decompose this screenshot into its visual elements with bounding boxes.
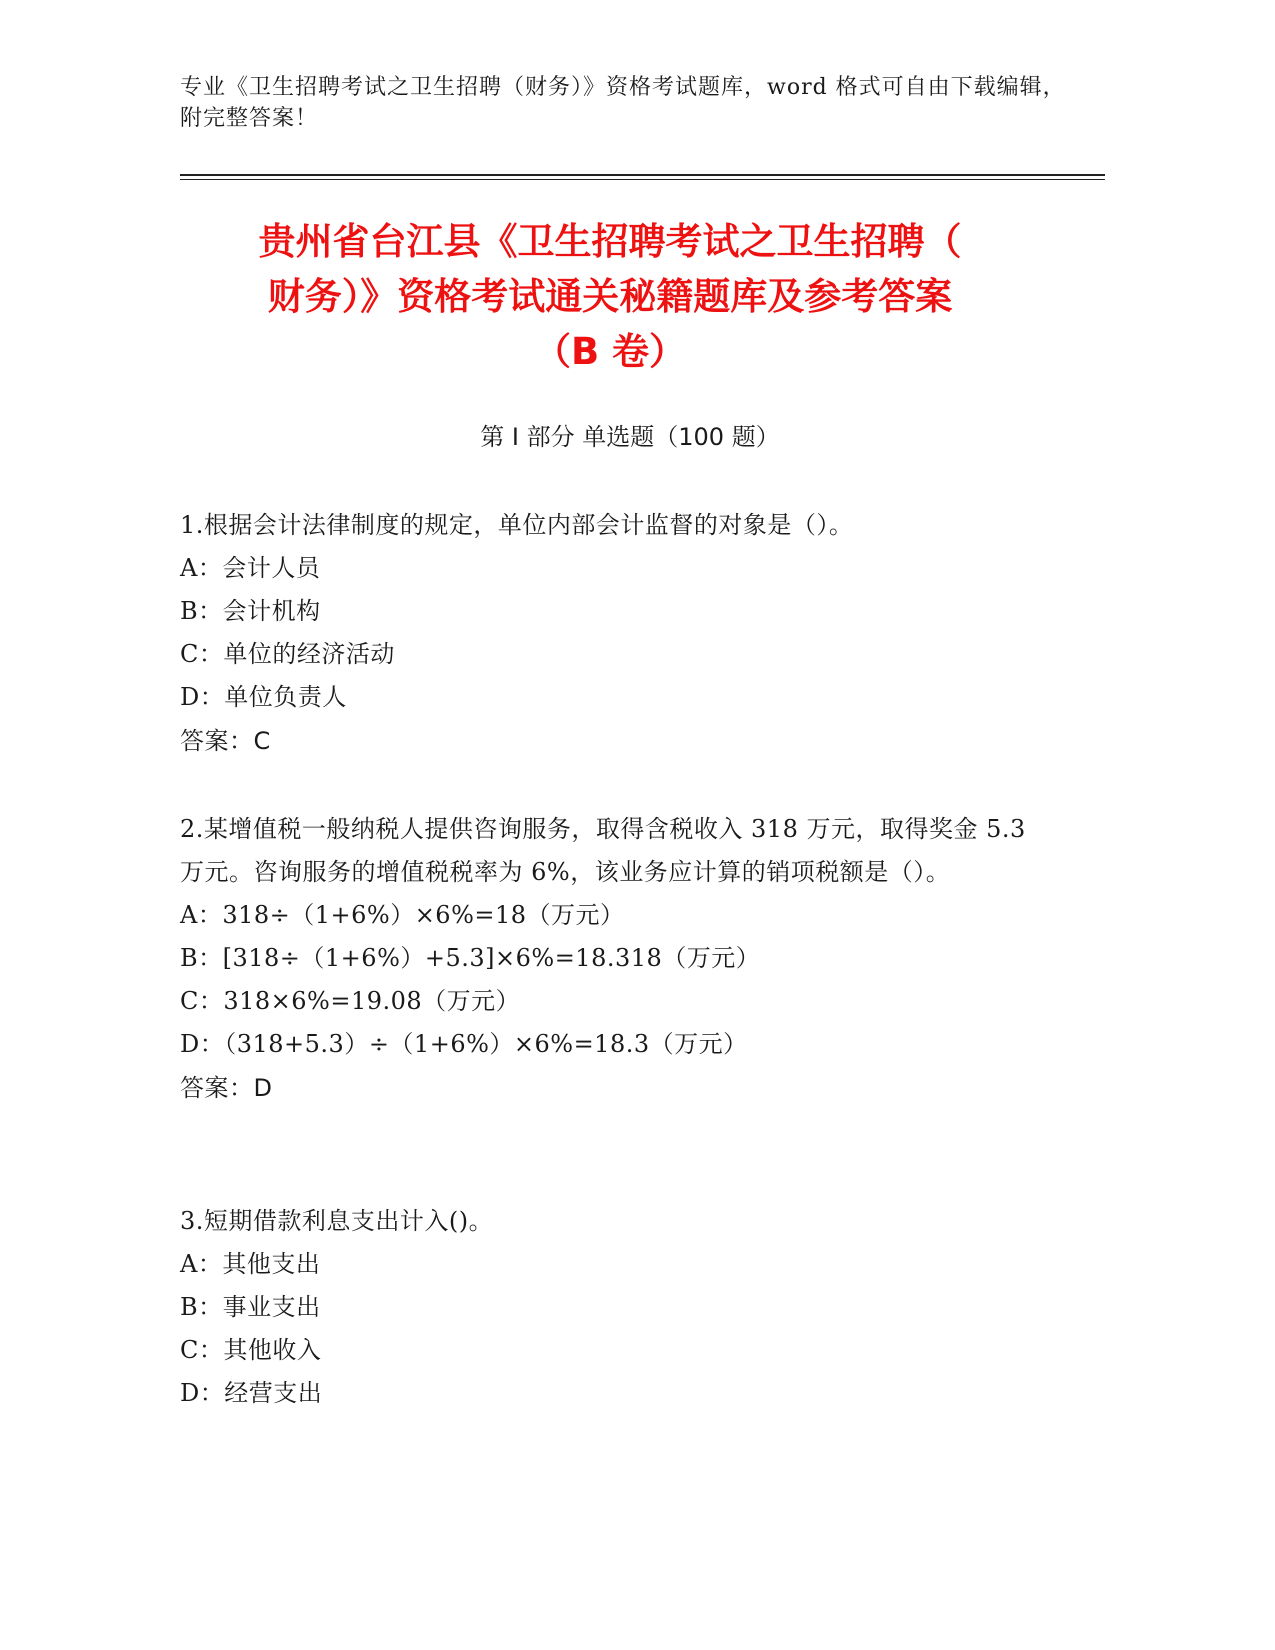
option-c: C：318×6%=19.08（万元） — [180, 987, 521, 1015]
option-a: A：会计人员 — [180, 554, 321, 582]
header-rule-thin — [180, 179, 1105, 180]
title-line: 贵州省台江县《卫生招聘考试之卫生招聘（ — [258, 220, 962, 263]
question-stem: 3.短期借款利息支出计入()。 — [180, 1207, 494, 1235]
question-3 — [180, 1200, 1040, 1415]
question-1 — [180, 504, 1040, 764]
question-2 — [180, 808, 1040, 1111]
header-note: 专业《卫生招聘考试之卫生招聘（财务）》资格考试题库，word 格式可自由下载编辑，附完整答案！ — [180, 75, 1066, 131]
option-c: C：其他收入 — [180, 1336, 322, 1364]
title-line: （B 卷） — [533, 330, 687, 373]
question-stem: 2.某增值税一般纳税人提供咨询服务，取得含税收入 318 万元，取得奖金 5.3 万元。咨询服务的增值税税率为 6%，该业务应计算的销项税额是（）。 — [180, 815, 1026, 886]
option-d: D：（318+5.3）÷（1+6%）×6%=18.3（万元） — [180, 1030, 748, 1058]
option-d: D：经营支出 — [180, 1379, 323, 1407]
option-d: D：单位负责人 — [180, 683, 347, 711]
option-a: A：318÷（1+6%）×6%=18（万元） — [180, 901, 625, 929]
option-b: B：事业支出 — [180, 1293, 321, 1321]
question-stem: 1.根据会计法律制度的规定，单位内部会计监督的对象是（）。 — [180, 511, 854, 539]
option-b: B：[318÷（1+6%）+5.3]×6%=18.318（万元） — [180, 944, 761, 972]
answer-line: 答案：C — [180, 727, 271, 755]
option-a: A：其他支出 — [180, 1250, 321, 1278]
option-b: B：会计机构 — [180, 597, 321, 625]
title-line: 财务）》资格考试通关秘籍题库及参考答案 — [267, 275, 953, 318]
answer-line: 答案：D — [180, 1074, 273, 1102]
section-title: 第 I 部分 单选题（100 题） — [480, 423, 780, 451]
header-rule-thick — [180, 174, 1105, 176]
option-c: C：单位的经济活动 — [180, 640, 395, 668]
document-title — [160, 214, 1060, 379]
